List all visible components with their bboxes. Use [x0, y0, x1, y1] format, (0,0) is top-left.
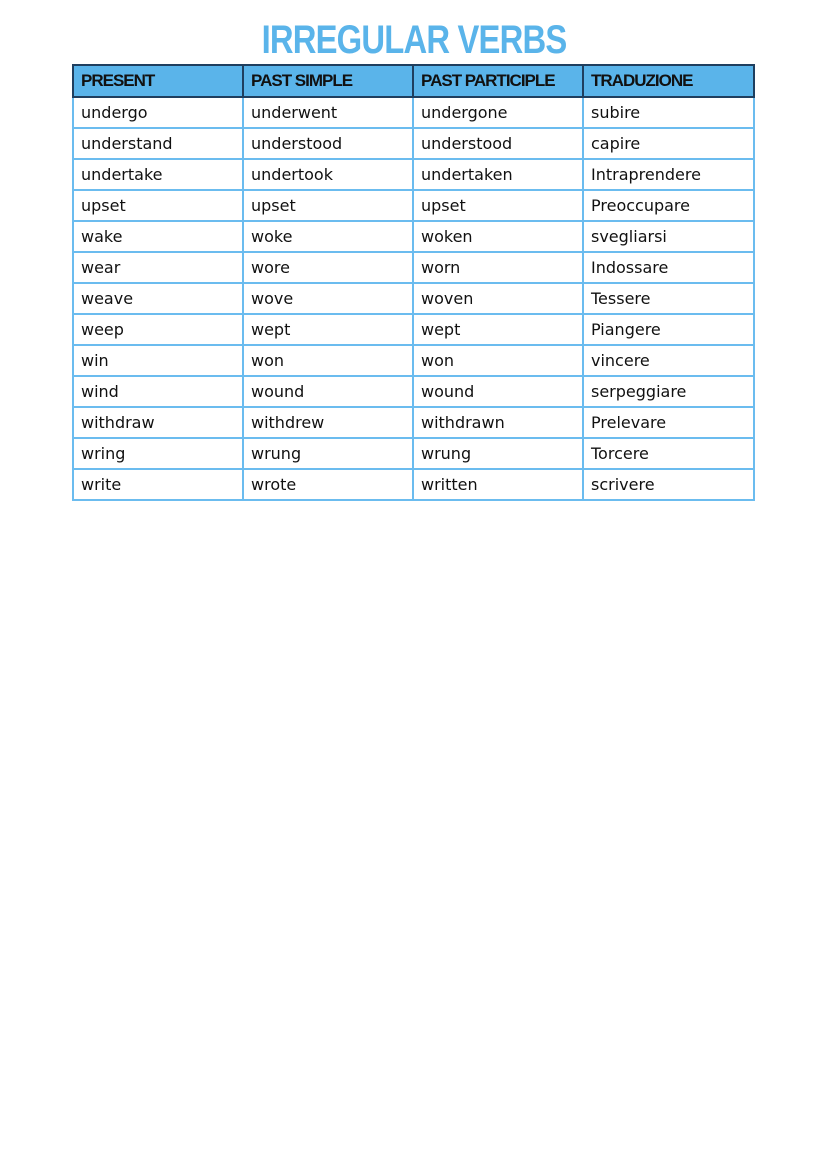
cell-present: withdraw	[73, 407, 243, 438]
cell-past-simple: wove	[243, 283, 413, 314]
cell-translation: Intraprendere	[583, 159, 754, 190]
cell-present: weep	[73, 314, 243, 345]
cell-present: upset	[73, 190, 243, 221]
cell-translation: subire	[583, 97, 754, 128]
table-row	[73, 97, 754, 128]
cell-past-simple: underwent	[243, 97, 413, 128]
cell-past-participle: withdrawn	[413, 407, 583, 438]
cell-present: wear	[73, 252, 243, 283]
table-row	[73, 159, 754, 190]
cell-past-simple: wound	[243, 376, 413, 407]
cell-past-participle: undertaken	[413, 159, 583, 190]
cell-translation: Torcere	[583, 438, 754, 469]
table-row	[73, 438, 754, 469]
cell-past-simple: wrote	[243, 469, 413, 500]
header-past-participle: PAST PARTICIPLE	[413, 65, 583, 97]
table-row	[73, 190, 754, 221]
cell-past-participle: written	[413, 469, 583, 500]
cell-past-simple: wore	[243, 252, 413, 283]
cell-past-simple: wept	[243, 314, 413, 345]
cell-past-participle: upset	[413, 190, 583, 221]
table-row	[73, 376, 754, 407]
cell-past-participle: wound	[413, 376, 583, 407]
cell-past-simple: upset	[243, 190, 413, 221]
table-row	[73, 407, 754, 438]
header-present: PRESENT	[73, 65, 243, 97]
table-row	[73, 283, 754, 314]
cell-past-participle: undergone	[413, 97, 583, 128]
cell-translation: Indossare	[583, 252, 754, 283]
table-row	[73, 345, 754, 376]
cell-past-simple: withdrew	[243, 407, 413, 438]
cell-translation: Preoccupare	[583, 190, 754, 221]
cell-past-participle: woven	[413, 283, 583, 314]
header-translation: TRADUZIONE	[583, 65, 754, 97]
header-past-simple: PAST SIMPLE	[243, 65, 413, 97]
cell-present: wake	[73, 221, 243, 252]
table-row	[73, 314, 754, 345]
table-row	[73, 221, 754, 252]
cell-past-simple: won	[243, 345, 413, 376]
cell-past-participle: understood	[413, 128, 583, 159]
cell-present: undertake	[73, 159, 243, 190]
page-title: IRREGULAR VERBS	[261, 18, 567, 62]
table-row	[73, 252, 754, 283]
cell-translation: vincere	[583, 345, 754, 376]
cell-present: wring	[73, 438, 243, 469]
cell-present: weave	[73, 283, 243, 314]
cell-past-participle: wept	[413, 314, 583, 345]
cell-present: write	[73, 469, 243, 500]
cell-present: undergo	[73, 97, 243, 128]
cell-translation: capire	[583, 128, 754, 159]
table-header-row	[73, 65, 754, 97]
cell-past-participle: won	[413, 345, 583, 376]
cell-translation: svegliarsi	[583, 221, 754, 252]
irregular-verbs-table	[72, 64, 755, 501]
cell-past-participle: woken	[413, 221, 583, 252]
cell-past-simple: woke	[243, 221, 413, 252]
cell-past-participle: worn	[413, 252, 583, 283]
cell-translation: serpeggiare	[583, 376, 754, 407]
cell-translation: scrivere	[583, 469, 754, 500]
cell-translation: Prelevare	[583, 407, 754, 438]
table-row	[73, 469, 754, 500]
table-row	[73, 128, 754, 159]
cell-present: understand	[73, 128, 243, 159]
cell-past-simple: wrung	[243, 438, 413, 469]
cell-present: wind	[73, 376, 243, 407]
cell-present: win	[73, 345, 243, 376]
cell-translation: Piangere	[583, 314, 754, 345]
cell-translation: Tessere	[583, 283, 754, 314]
cell-past-participle: wrung	[413, 438, 583, 469]
cell-past-simple: undertook	[243, 159, 413, 190]
cell-past-simple: understood	[243, 128, 413, 159]
